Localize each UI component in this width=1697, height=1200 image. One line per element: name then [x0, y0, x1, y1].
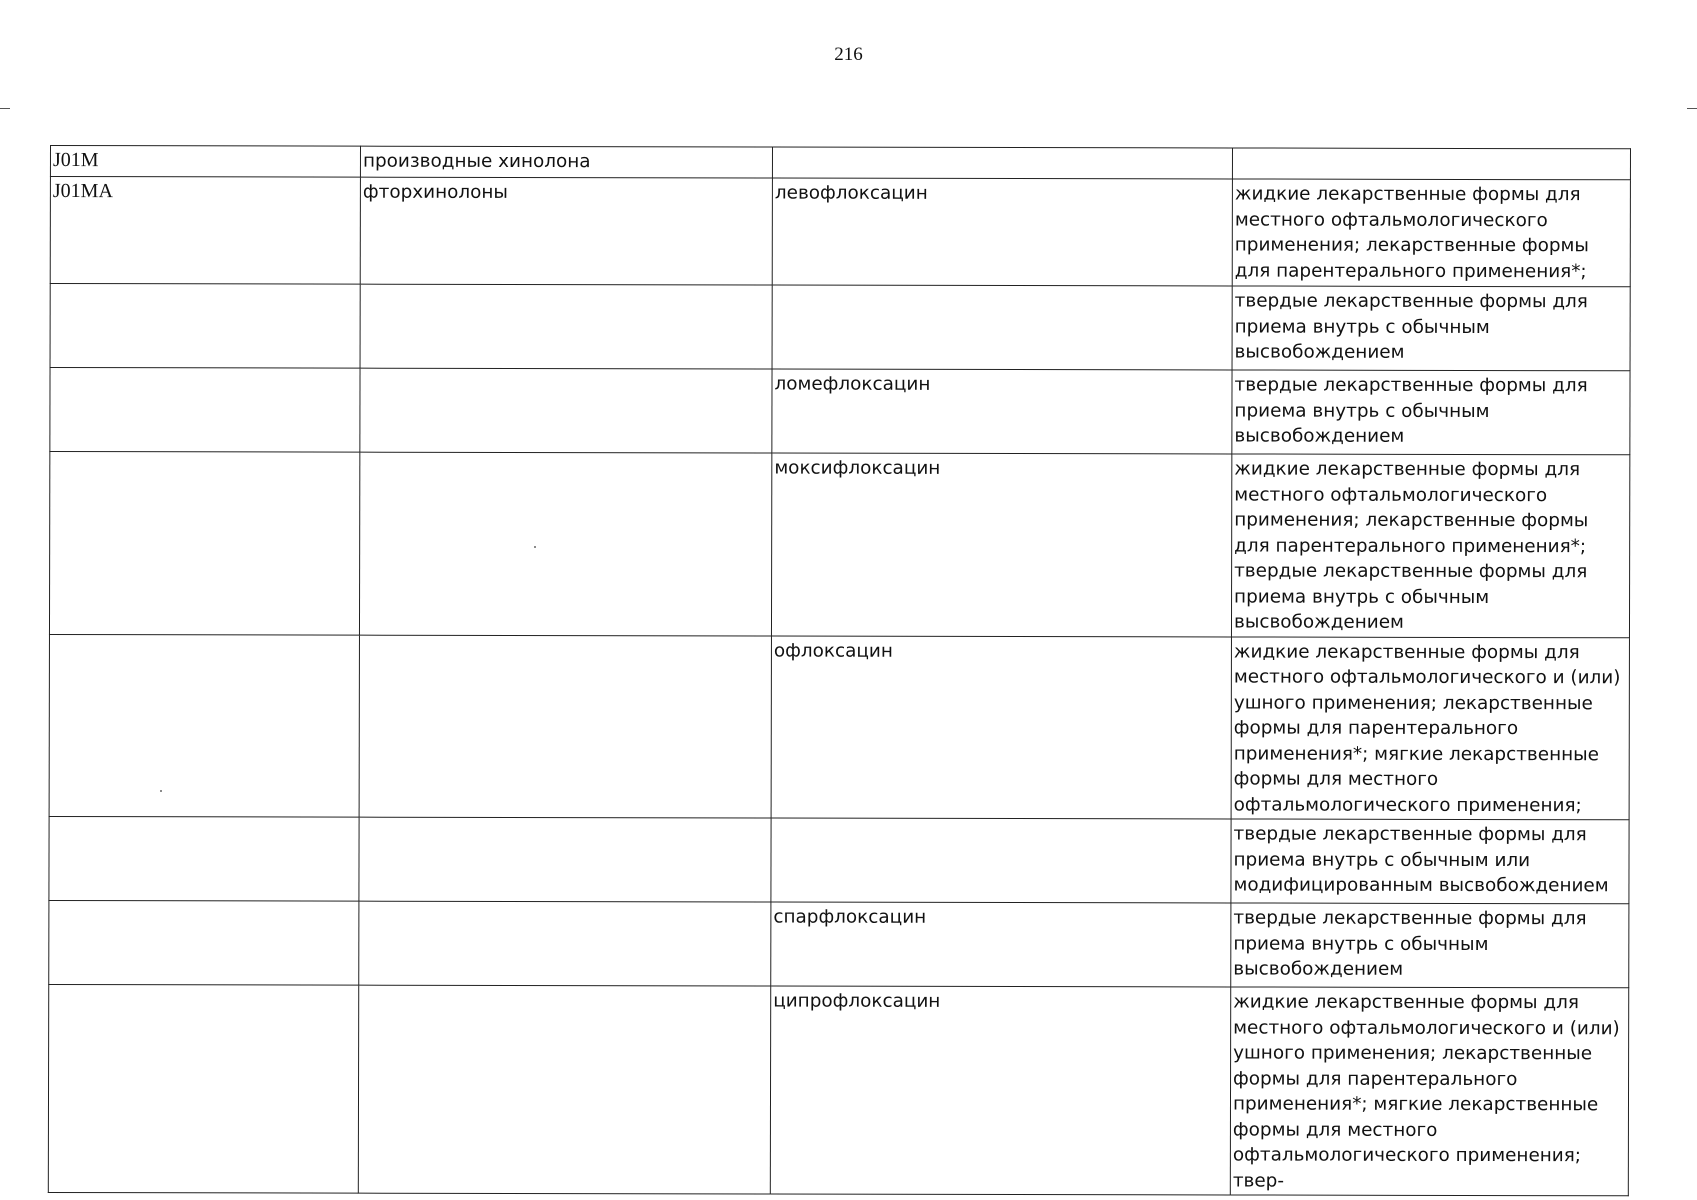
- table-row: [49, 452, 1629, 638]
- atc-group-cell: [359, 452, 771, 635]
- atc-code-cell: [49, 452, 359, 635]
- atc-code-cell: J01MA: [50, 177, 360, 285]
- drug-name-cell: [772, 285, 1232, 370]
- dosage-form-cell: твердые лекарственные формы для приема внутрь с обычным высвобождением: [1232, 286, 1630, 371]
- atc-code-cell: [49, 816, 359, 901]
- drug-name-cell: левофлоксацин: [772, 178, 1232, 286]
- dosage-form-cell: [1232, 148, 1630, 180]
- drug-name-cell: спарфлоксацин: [771, 902, 1231, 987]
- page-number: 216: [834, 44, 863, 65]
- atc-group-cell: [360, 368, 772, 453]
- atc-group-cell: производные хинолона: [360, 146, 772, 178]
- drug-name-cell: ломефлоксацин: [772, 369, 1232, 454]
- table-row: [50, 368, 1630, 455]
- table-row: [50, 177, 1630, 287]
- drug-name-cell: [771, 818, 1231, 903]
- atc-group-cell: фторхинолоны: [360, 177, 772, 285]
- atc-group-cell: [358, 985, 770, 1194]
- drug-name-cell: ципрофлоксацин: [770, 986, 1230, 1195]
- atc-group-cell: [359, 817, 771, 902]
- drug-name-cell: [772, 147, 1232, 179]
- atc-code-cell: [50, 284, 360, 369]
- atc-code-cell: [49, 900, 359, 985]
- atc-code-cell: J01M: [50, 146, 360, 178]
- atc-code-cell: [50, 368, 360, 453]
- table-row: [49, 900, 1629, 987]
- drug-name-cell: офлоксацин: [771, 636, 1231, 819]
- table-row: [50, 284, 1630, 371]
- atc-code-cell: [49, 634, 359, 817]
- table-body: [48, 146, 1630, 1196]
- table-row: [49, 634, 1629, 820]
- table-row: [49, 816, 1629, 903]
- right-margin-mark: [1687, 108, 1697, 109]
- table-row: [48, 984, 1628, 1195]
- dosage-form-cell: твердые лекарственные формы для приема внутрь с обычным высвобождением: [1232, 370, 1630, 455]
- atc-group-cell: [360, 284, 772, 369]
- dosage-form-cell: жидкие лекарственные формы для местного офтальмологического применения; лекарственные формы для парентерального применения*;: [1232, 179, 1630, 287]
- dosage-form-cell: жидкие лекарственные формы для местного офтальмологического применения; лекарственные формы для парентерального применения*; твердые лекарственные формы для приема внутрь с обычным высвобождением: [1231, 454, 1629, 637]
- drug-name-cell: моксифлоксацин: [771, 453, 1231, 636]
- dosage-form-cell: жидкие лекарственные формы для местного офтальмологического и (или) ушного применения; лекарственные формы для парентерального применения*; мягкие лекарственные формы для местного офтальмологического применения;: [1231, 636, 1629, 819]
- drug-list-table: [48, 145, 1631, 1196]
- dosage-form-cell: твердые лекарственные формы для приема внутрь с обычным высвобождением: [1231, 903, 1629, 988]
- dosage-form-cell: твердые лекарственные формы для приема внутрь с обычным или модифицированным высвобождением: [1231, 819, 1629, 904]
- atc-group-cell: [359, 901, 771, 986]
- atc-group-cell: [359, 635, 771, 818]
- dosage-form-cell: жидкие лекарственные формы для местного офтальмологического и (или) ушного применения; лекарственные формы для парентерального применения*; мягкие лекарственные формы для местного офтальмологического применения; твер-: [1230, 987, 1628, 1196]
- atc-code-cell: [48, 984, 358, 1193]
- table-row: [50, 146, 1630, 180]
- left-margin-mark: [0, 108, 10, 109]
